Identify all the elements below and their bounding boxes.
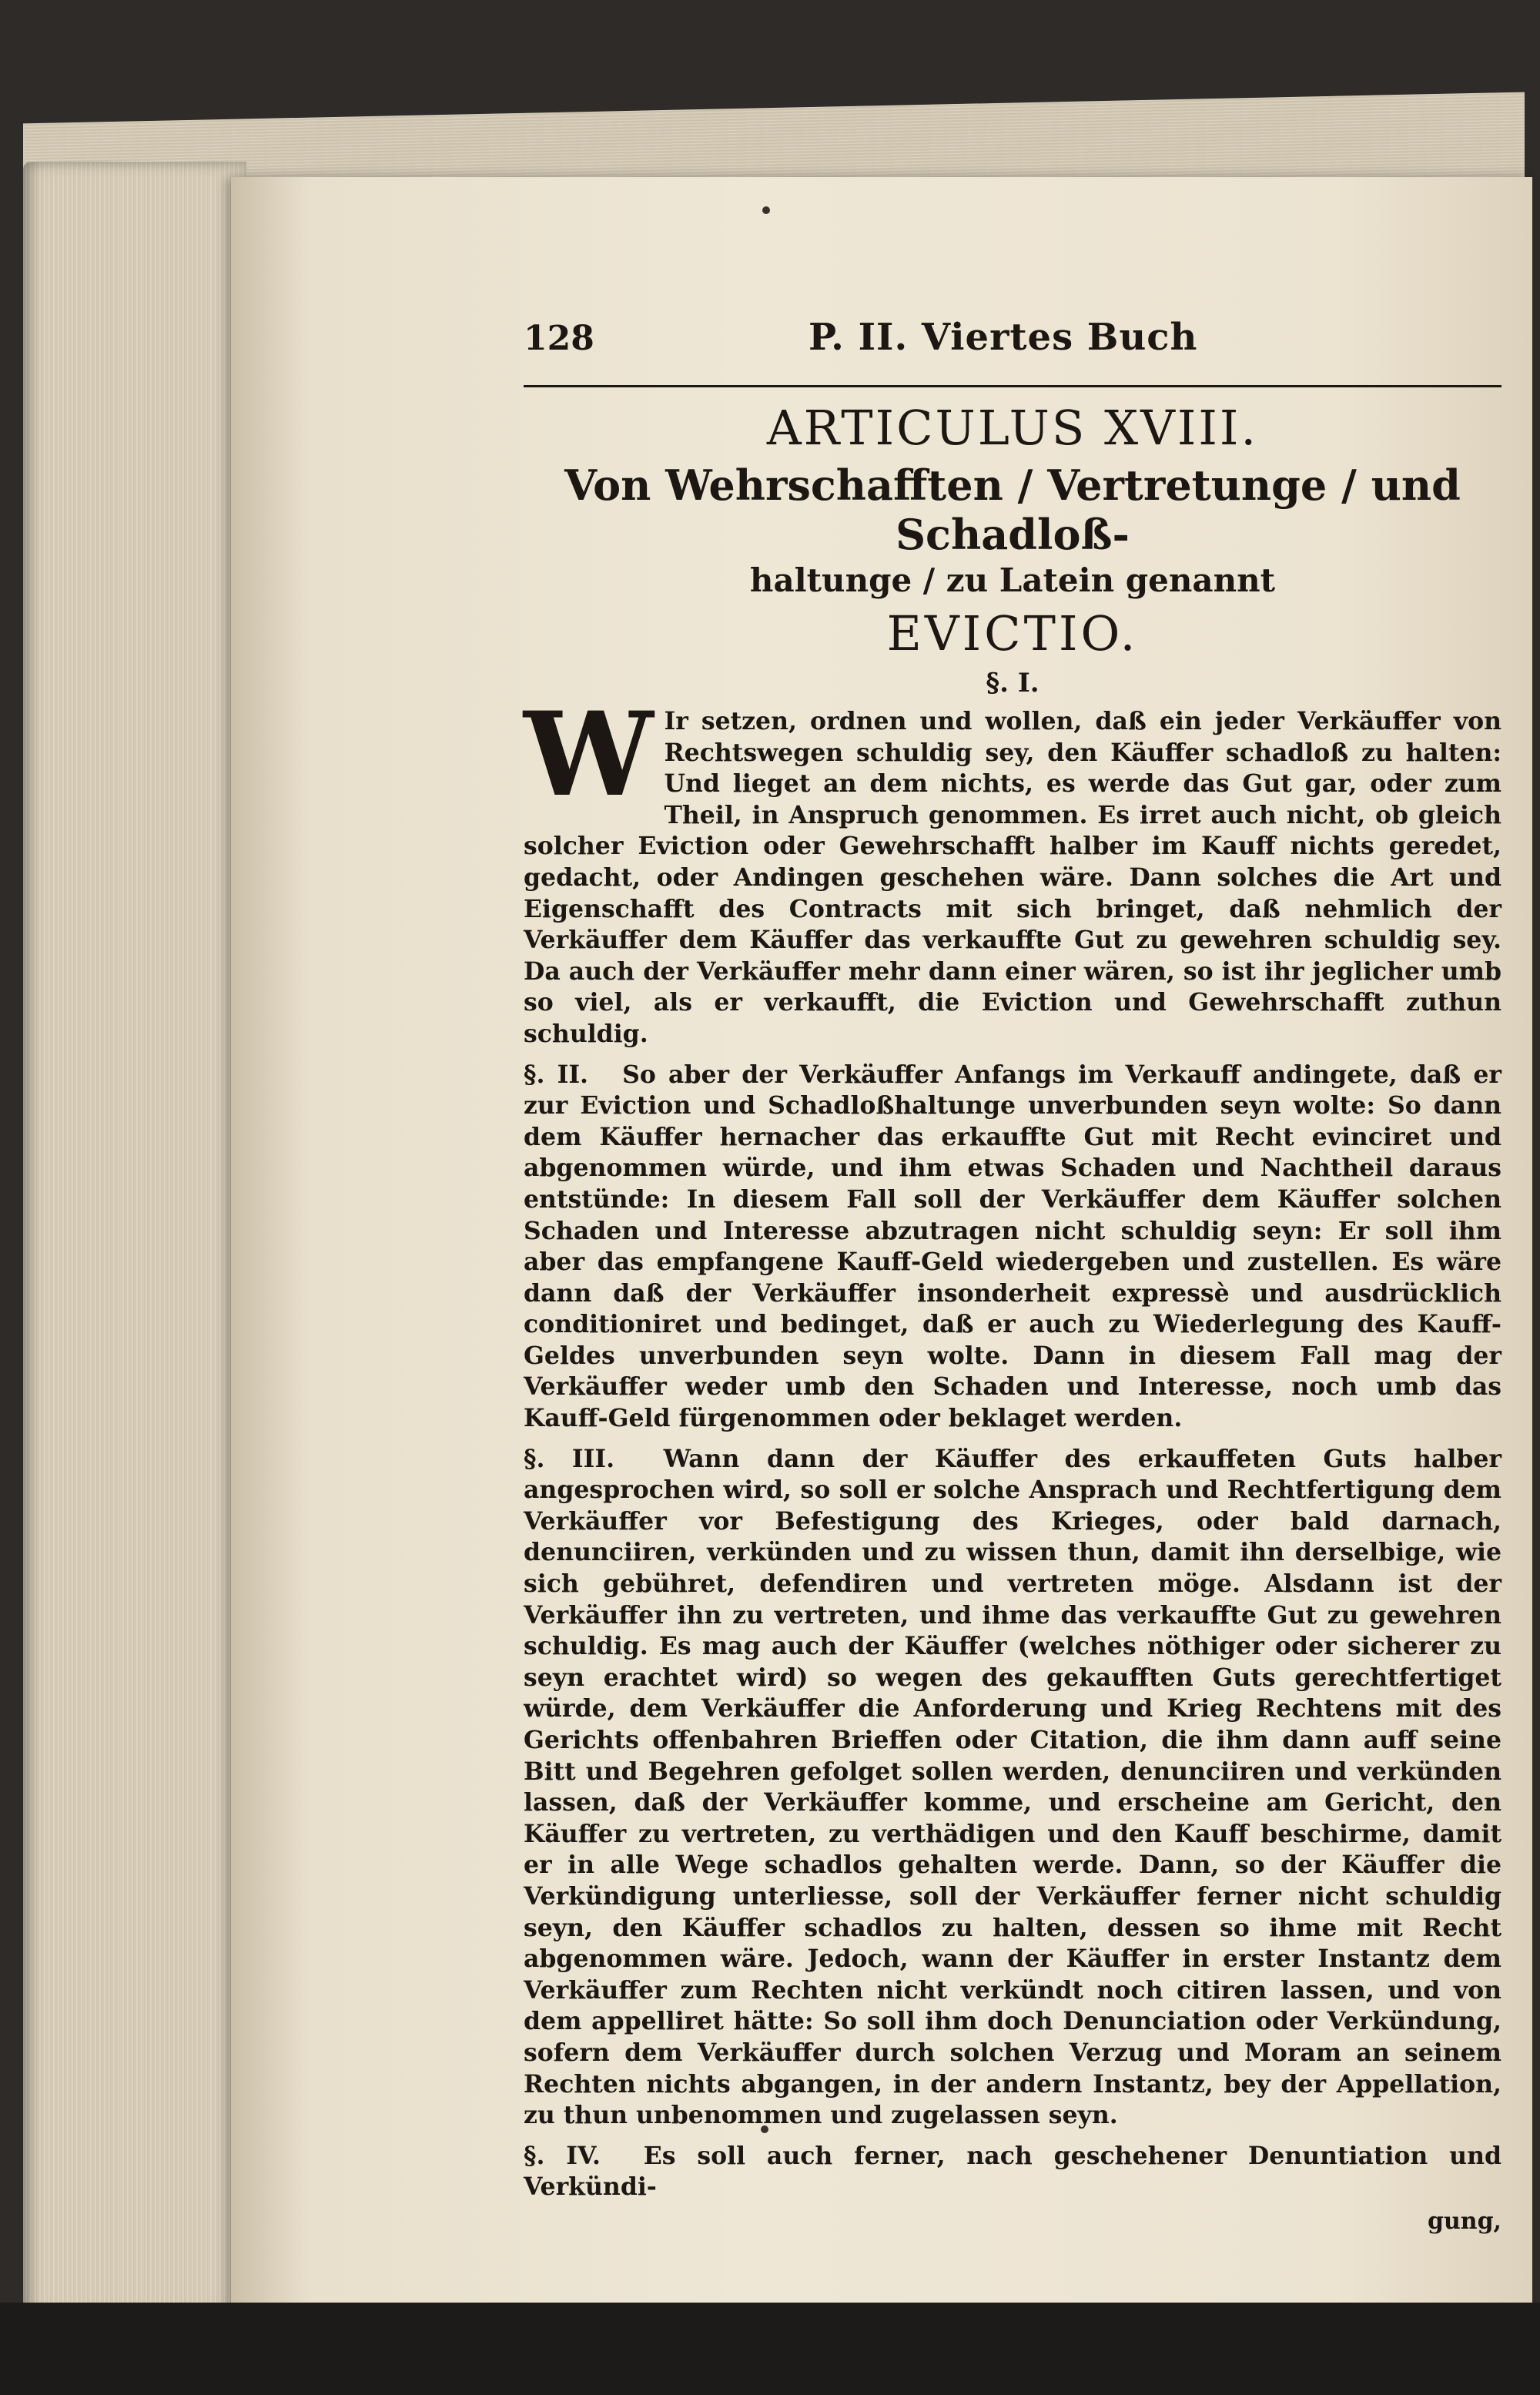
background-shadow <box>0 2303 1540 2395</box>
section-3-label: §. III. <box>524 1444 615 1473</box>
section-4-label: §. IV. <box>524 2141 601 2170</box>
article-heading-line3: EVICTIO. <box>886 605 1139 662</box>
section-1-text: Ir setzen, ordnen und wollen, daß ein jeder Verkäuffer von Rechtswegen schuldig sey, den Käuffer schadloß zu halten: Und lieget an dem nichts, es werde das Gut gar, oder zum Theil, in Anspruch genommen. Es irret auch nicht, ob gleich solcher Eviction oder Gewehrschafft halber im Kauff nichts geredet, gedacht, oder Andingen geschehen wäre. Dann solches die Art und Eigenschafft des Contracts mit sich bringet, daß nehmlich der Verkäuffer dem Käuffer das verkauffte Gut zu gewehren schuldig sey. Da auch der Verkäuffer mehr dann einer wären, so ist ihr jeglicher umb so viel, als er verkaufft, die Eviction und Gewehrschafft zuthun schuldig. <box>524 707 1502 1048</box>
section-1-paragraph <box>524 687 1502 1050</box>
running-head <box>524 316 1502 387</box>
page-block-edges <box>23 162 246 2318</box>
page-number: 128 <box>524 319 594 358</box>
section-3-text: Wann dann der Käuffer des erkauffeten Guts halber angesprochen wird, so soll er solche Ansprach und Rechtfertigung dem Verkäuffer vor Befestigung des Krieges, oder bald darnach, denunciiren, verkünden und zu wissen thun, damit ihn derselbige, wie sich gebühret, defendiren und vertreten möge. Alsdann ist der Verkäuffer ihn zu vertreten, und ihme das verkauffte Gut zu gewehren schuldig. Es mag auch der Käuffer (welches nöthiger oder sicherer zu seyn erachtet wird) so wegen des gekaufften Guts gerechtfertiget würde, dem Verkäuffer die Anforderung und Krieg Rechtens mit des Gerichts offenbahren Brieffen oder Citation, die ihm dann auff seine Bitt und Begehren gefolget sollen werden, denunciiren und verkünden lassen, daß der Verkäuffer komme, und erscheine am Gericht, den Käuffer zu vertreten, zu verthädigen und den Kauff beschirme, damit er in alle Wege schadlos gehalten werde. Dann, so der Käuffer die Verkündigung unterliesse, soll der Verkäuffer ferner nicht schuldig seyn, den Käuffer schadlos zu halten, dessen so ihme mit Recht abgenommen wäre. Jedoch, wann der Käuffer in erster Instantz dem Verkäuffer zum Rechten nicht verkündt noch citiren lassen, und von dem appelliret hätte: So soll ihm doch Denunciation oder Verkündung, sofern dem Verkäuffer durch solchen Verzug und Moram an seinem Rechten nichts abgangen, in der andern Instantz, bey der Appellation, zu thun unbenommen und zugelassen seyn. <box>524 1444 1502 2130</box>
section-1-label: §. I. <box>986 668 1040 698</box>
section-3-paragraph <box>524 1444 1502 2132</box>
section-2-label: §. II. <box>524 1060 589 1089</box>
article-heading-line2: haltunge / zu Latein genannt <box>749 561 1276 599</box>
article-heading-line1: Von Wehrschafften / Vertretunge / und Schadloß- <box>564 461 1461 559</box>
section-4-paragraph <box>524 2141 1502 2203</box>
running-title: P. II. Viertes Buch <box>808 316 1198 359</box>
page-text <box>524 316 1502 2235</box>
section-2-paragraph <box>524 1060 1502 1435</box>
paper-speck <box>762 206 770 214</box>
section-2-text: So aber der Verkäuffer Anfangs im Verkauff andingete, daß er zur Eviction und Schadloßhaltunge unverbunden seyn wolte: So dann dem Käuffer hernacher das erkauffte Gut mit Recht evinciret und abgenommen würde, und ihm etwas Schaden und Nachtheil daraus entstünde: In diesem Fall soll der Verkäuffer dem Käuffer solchen Schaden und Interesse abzutragen nicht schuldig seyn: Er soll ihm aber das empfangene Kauff-Geld wiedergeben und zustellen. Es wäre dann daß der Verkäuffer insonderheit expressè und ausdrücklich conditioniret und bedinget, daß er auch zu Wiederlegung des Kauff-Geldes unverbunden seyn wolte. Dann in diesem Fall mag der Verkäuffer weder umb den Schaden und Interesse, noch umb das Kauff-Geld fürgenommen oder beklaget werden. <box>524 1060 1502 1433</box>
catchword: gung, <box>1427 2207 1502 2235</box>
section-4-text: Es soll auch ferner, nach geschehener Denuntiation und Verkündi- <box>524 2141 1502 2202</box>
article-title: ARTICULUS XVIII. <box>766 400 1259 456</box>
drop-cap: W <box>524 687 654 822</box>
